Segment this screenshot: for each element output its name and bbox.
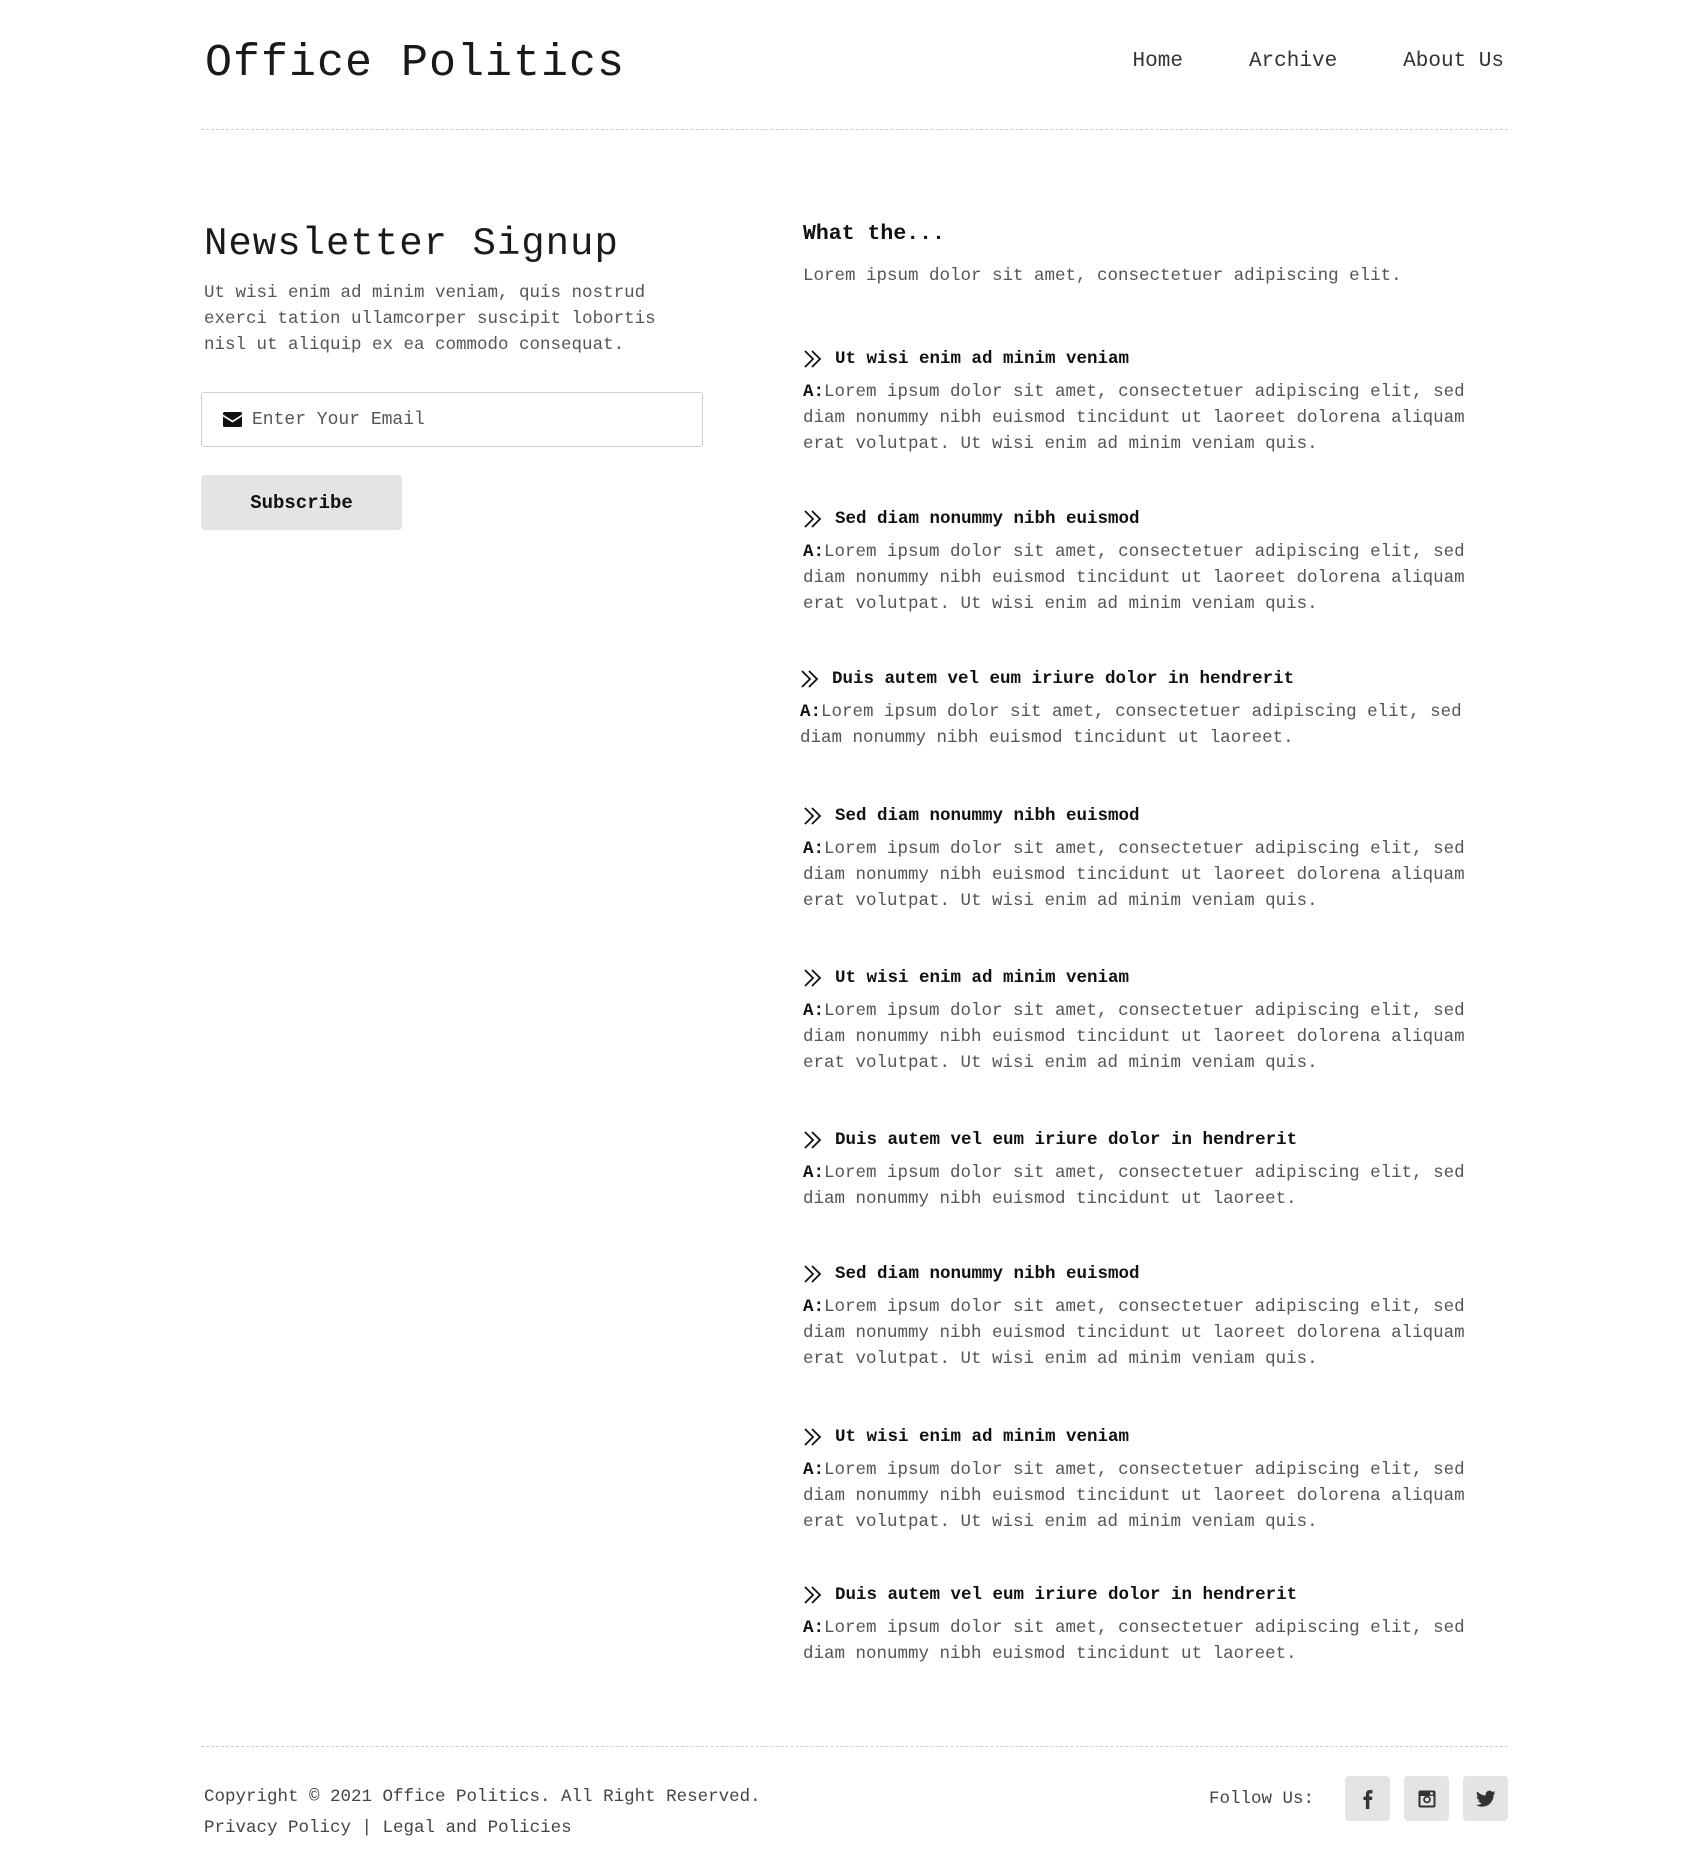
faq-title: What the... <box>803 222 945 246</box>
double-chevron-right-icon <box>803 968 825 988</box>
faq-question-text: Ut wisi enim ad minim veniam <box>835 349 1130 369</box>
faq-question[interactable] <box>803 1128 1508 1152</box>
faq-question[interactable] <box>803 507 1508 531</box>
facebook-button[interactable] <box>1345 1776 1390 1821</box>
twitter-button[interactable] <box>1463 1776 1508 1821</box>
nav-home[interactable]: Home <box>1132 50 1183 73</box>
faq-question-text: Duis autem vel eum iriure dolor in hendrerit <box>835 1585 1298 1605</box>
follow-label: Follow Us: <box>1208 1788 1314 1809</box>
double-chevron-right-icon <box>803 509 825 529</box>
faq-answer-text: Lorem ipsum dolor sit amet, consectetuer adipiscing elit, sed diam nonummy nibh euismod tincidunt ut laoreet. <box>800 702 1462 748</box>
double-chevron-right-icon <box>803 1427 825 1447</box>
answer-prefix: A: <box>803 1618 825 1638</box>
newsletter-description: Ut wisi enim ad minim veniam, quis nostrud exerci tation ullamcorper suscipit lobortis nisl ut aliquip ex ea commodo consequat. <box>204 283 656 355</box>
main-nav <box>1133 50 1504 73</box>
faq-answer <box>803 1457 1508 1535</box>
faq-question-text: Duis autem vel eum iriure dolor in hendrerit <box>835 1130 1298 1150</box>
faq-question-text: Duis autem vel eum iriure dolor in hendrerit <box>832 669 1295 689</box>
answer-prefix: A: <box>803 1297 825 1317</box>
site-footer <box>201 1746 1508 1867</box>
twitter-icon <box>1476 1789 1496 1809</box>
faq-item <box>800 667 1505 751</box>
faq-item <box>803 966 1508 1076</box>
link-separator: | <box>351 1818 383 1838</box>
answer-prefix: A: <box>800 702 822 722</box>
instagram-icon <box>1417 1789 1437 1809</box>
faq-intro: Lorem ipsum dolor sit amet, consectetuer adipiscing elit. <box>803 266 1402 286</box>
answer-prefix: A: <box>803 1001 825 1021</box>
follow-us <box>1209 1776 1508 1821</box>
faq-answer-text: Lorem ipsum dolor sit amet, consectetuer adipiscing elit, sed diam nonummy nibh euismod tincidunt ut laoreet dolorena aliquam erat volutpat. Ut wisi enim ad minim veniam quis. <box>803 839 1465 911</box>
faq-question[interactable] <box>803 347 1508 371</box>
faq-question-text: Ut wisi enim ad minim veniam <box>835 968 1130 988</box>
legal-links <box>204 1818 572 1838</box>
faq-answer <box>803 836 1508 914</box>
faq-question-text: Ut wisi enim ad minim veniam <box>835 1427 1130 1447</box>
faq-answer-text: Lorem ipsum dolor sit amet, consectetuer adipiscing elit, sed diam nonummy nibh euismod tincidunt ut laoreet dolorena aliquam erat volutpat. Ut wisi enim ad minim veniam quis. <box>803 1001 1465 1073</box>
faq-section <box>800 222 1508 1664</box>
faq-question[interactable] <box>803 1425 1508 1449</box>
double-chevron-right-icon <box>800 669 822 689</box>
double-chevron-right-icon <box>803 1130 825 1150</box>
faq-question[interactable] <box>803 804 1508 828</box>
envelope-icon <box>223 412 242 427</box>
faq-question[interactable] <box>803 966 1508 990</box>
answer-prefix: A: <box>803 1460 825 1480</box>
answer-prefix: A: <box>803 542 825 562</box>
faq-answer <box>803 539 1508 617</box>
faq-question[interactable] <box>803 1583 1508 1607</box>
subscribe-button[interactable]: Subscribe <box>201 475 402 530</box>
answer-prefix: A: <box>803 1163 825 1183</box>
faq-question-text: Sed diam nonummy nibh euismod <box>835 509 1140 529</box>
answer-prefix: A: <box>803 839 825 859</box>
faq-question-text: Sed diam nonummy nibh euismod <box>835 806 1140 826</box>
faq-answer-text: Lorem ipsum dolor sit amet, consectetuer adipiscing elit, sed diam nonummy nibh euismod tincidunt ut laoreet dolorena aliquam erat volutpat. Ut wisi enim ad minim veniam quis. <box>803 542 1465 614</box>
site-title[interactable]: Office Politics <box>205 38 626 89</box>
faq-question[interactable] <box>803 1262 1508 1286</box>
double-chevron-right-icon <box>803 806 825 826</box>
newsletter-section <box>201 222 706 530</box>
nav-about-us[interactable]: About Us <box>1403 50 1504 73</box>
faq-answer <box>803 1294 1508 1372</box>
faq-question-text: Sed diam nonummy nibh euismod <box>835 1264 1140 1284</box>
faq-answer-text: Lorem ipsum dolor sit amet, consectetuer adipiscing elit, sed diam nonummy nibh euismod tincidunt ut laoreet. <box>803 1163 1465 1209</box>
facebook-icon <box>1358 1789 1378 1809</box>
email-input[interactable] <box>252 410 692 430</box>
faq-item <box>803 347 1508 457</box>
faq-answer <box>803 998 1508 1076</box>
faq-answer <box>803 1160 1508 1212</box>
faq-item <box>803 1262 1508 1372</box>
copyright-text: Copyright © 2021 Office Politics. All Right Reserved. <box>204 1787 761 1807</box>
faq-answer-text: Lorem ipsum dolor sit amet, consectetuer adipiscing elit, sed diam nonummy nibh euismod tincidunt ut laoreet dolorena aliquam erat volutpat. Ut wisi enim ad minim veniam quis. <box>803 1297 1465 1369</box>
faq-question[interactable] <box>800 667 1505 691</box>
instagram-button[interactable] <box>1404 1776 1449 1821</box>
faq-item <box>803 1128 1508 1212</box>
nav-archive[interactable]: Archive <box>1248 50 1338 73</box>
legal-policies-link[interactable]: Legal and Policies <box>382 1818 572 1838</box>
double-chevron-right-icon <box>803 1585 825 1605</box>
faq-item <box>803 1583 1508 1667</box>
faq-answer <box>803 379 1508 457</box>
double-chevron-right-icon <box>803 1264 825 1284</box>
faq-answer-text: Lorem ipsum dolor sit amet, consectetuer adipiscing elit, sed diam nonummy nibh euismod tincidunt ut laoreet dolorena aliquam erat volutpat. Ut wisi enim ad minim veniam quis. <box>803 1460 1465 1532</box>
answer-prefix: A: <box>803 382 825 402</box>
faq-answer-text: Lorem ipsum dolor sit amet, consectetuer adipiscing elit, sed diam nonummy nibh euismod tincidunt ut laoreet. <box>803 1618 1465 1664</box>
email-field[interactable] <box>201 392 703 447</box>
faq-item <box>803 1425 1508 1535</box>
faq-answer-text: Lorem ipsum dolor sit amet, consectetuer adipiscing elit, sed diam nonummy nibh euismod tincidunt ut laoreet dolorena aliquam erat volutpat. Ut wisi enim ad minim veniam quis. <box>803 382 1465 454</box>
newsletter-title: Newsletter Signup <box>204 222 619 266</box>
double-chevron-right-icon <box>803 349 825 369</box>
faq-answer <box>800 699 1505 751</box>
privacy-policy-link[interactable]: Privacy Policy <box>204 1818 352 1838</box>
faq-answer <box>803 1615 1508 1667</box>
site-header <box>201 0 1508 130</box>
faq-item <box>803 507 1508 617</box>
faq-item <box>803 804 1508 914</box>
